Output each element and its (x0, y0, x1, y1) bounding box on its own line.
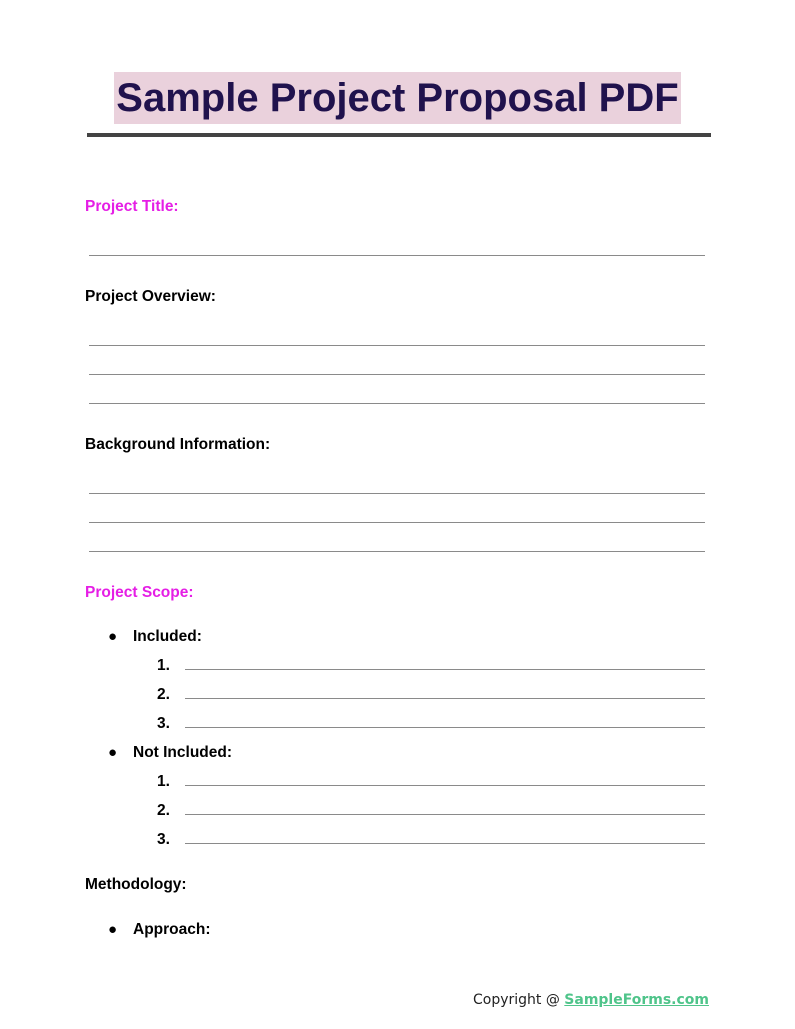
methodology-label: Methodology: (85, 876, 187, 893)
not-included-label: Not Included: (133, 744, 233, 761)
bullet-icon: ● (108, 921, 118, 938)
not-included-number-1: 1. (157, 773, 170, 790)
project-title-line[interactable] (89, 255, 705, 256)
included-line-3[interactable] (185, 727, 705, 728)
copyright-footer (473, 990, 709, 1010)
brand-link[interactable]: SampleForms.com (564, 992, 709, 1008)
project-overview-line-2[interactable] (89, 374, 705, 375)
background-information-line-2[interactable] (89, 522, 705, 523)
title-divider (87, 133, 711, 137)
background-information-label: Background Information: (85, 436, 271, 453)
not-included-line-1[interactable] (185, 785, 705, 786)
project-title-label: Project Title: (85, 198, 179, 215)
included-number-2: 2. (157, 686, 170, 703)
bullet-icon: ● (108, 628, 118, 645)
included-label: Included: (133, 628, 202, 645)
not-included-number-2: 2. (157, 802, 170, 819)
project-scope-label: Project Scope: (85, 584, 194, 601)
project-overview-line-1[interactable] (89, 345, 705, 346)
included-number-3: 3. (157, 715, 170, 732)
project-overview-label: Project Overview: (85, 288, 216, 305)
background-information-line-1[interactable] (89, 493, 705, 494)
included-number-1: 1. (157, 657, 170, 674)
document-title: Sample Project Proposal PDF (114, 72, 680, 124)
included-line-1[interactable] (185, 669, 705, 670)
bullet-icon: ● (108, 744, 118, 761)
copyright-prefix: Copyright @ (472, 992, 565, 1008)
title-area (0, 72, 795, 124)
background-information-line-3[interactable] (89, 551, 705, 552)
approach-label: Approach: (133, 921, 211, 938)
project-overview-line-3[interactable] (89, 403, 705, 404)
not-included-number-3: 3. (157, 831, 170, 848)
not-included-line-3[interactable] (185, 843, 705, 844)
not-included-line-2[interactable] (185, 814, 705, 815)
included-line-2[interactable] (185, 698, 705, 699)
